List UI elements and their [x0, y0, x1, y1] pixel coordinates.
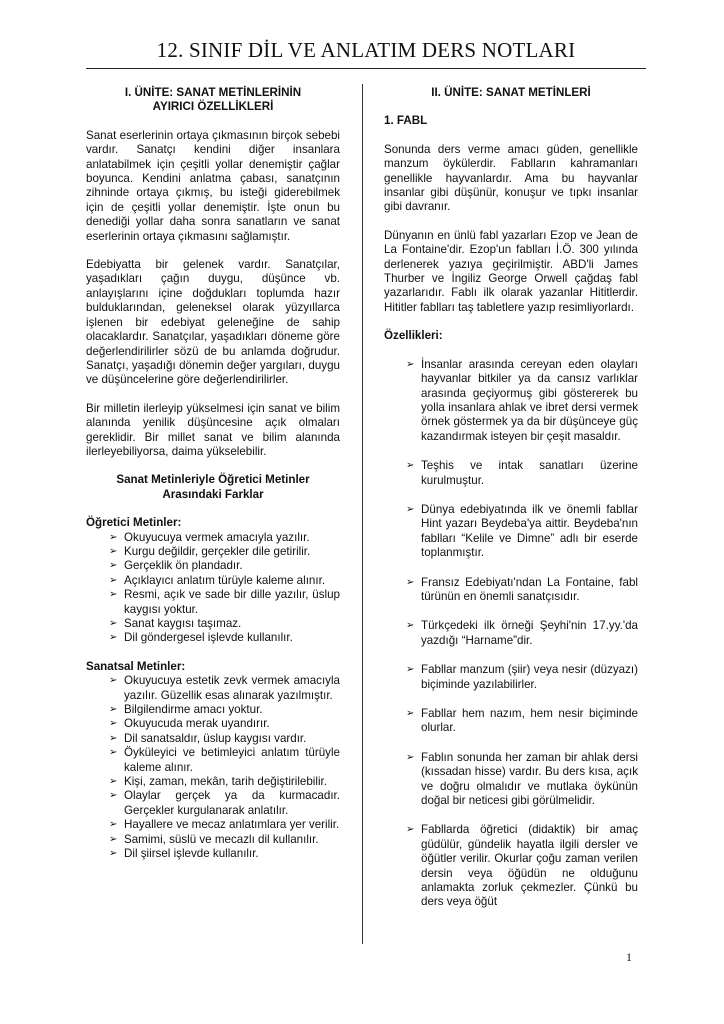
- right-column: [384, 86, 638, 910]
- arrow-bullet-icon: ➢: [109, 790, 118, 802]
- arrow-bullet-icon: ➢: [406, 576, 415, 588]
- unit-1-title: I. ÜNİTE: SANAT METİNLERİNİN AYIRICI ÖZELLİKLERİ: [124, 86, 302, 114]
- arrow-bullet-icon: ➢: [109, 531, 118, 543]
- arrow-bullet-icon: ➢: [109, 819, 118, 831]
- list-item: ➢ Dil göndergesel işlevde kullanılır.: [109, 631, 293, 645]
- features-heading: Özellikleri:: [384, 329, 443, 343]
- artistic-heading: Sanatsal Metinler:: [86, 659, 186, 673]
- page-number: 1: [626, 950, 632, 964]
- list-item: ➢ Okuyucuya estetik zevk vermek amacıyla yazılır. Güzellik esas alınarak yazılmıştır.: [109, 674, 340, 702]
- arrow-bullet-icon: ➢: [109, 574, 118, 586]
- right-paragraph-2: Dünyanın en ünlü fabl yazarları Ezop ve Jean de La Fontaine'dir. Ezop'un fablları İ.Ö. 300 yılında derlenerek yazıya geçirilmiştir. ABD'li James Thurber ve İngiliz George Orwell çağdaş fabl yazarlarıdır. Fablı ilk olarak yazanlar Hititlerdir. Hititler fablları taş tabletlere yazıp resimliyorlardı.: [384, 228, 638, 314]
- didactic-heading: Öğretici Metinler:: [86, 516, 182, 530]
- arrow-bullet-icon: ➢: [406, 664, 415, 676]
- list-item: ➢ Samimi, süslü ve mecazlı dil kullanılır.: [109, 832, 319, 846]
- list-item: ➢ Dil şiirsel işlevde kullanılır.: [109, 847, 259, 861]
- unit-2-title: II. ÜNİTE: SANAT METİNLERİ: [431, 86, 591, 99]
- list-item: ➢ Öyküleyici ve betimleyici anlatım türüyle kaleme alınır.: [109, 746, 340, 774]
- list-item: ➢ Teşhis ve intak sanatları üzerine kurulmuştur.: [406, 459, 638, 487]
- list-item: ➢ Fablın sonunda her zaman bir ahlak dersi (kıssadan hisse) vardır. Bu ders kısa, açık ve doğru olmalıdır ve mutlaka öykünün doğal bir neticesi gibi görülmelidir.: [406, 750, 638, 808]
- list-item: ➢ Dil sanatsaldır, üslup kaygısı vardır.: [109, 731, 307, 745]
- arrow-bullet-icon: ➢: [109, 833, 118, 845]
- list-item: ➢ Kurgu değildir, gerçekler dile getirilir.: [109, 544, 311, 558]
- list-item: ➢ Gerçeklik ön plandadır.: [109, 559, 243, 573]
- list-item: ➢ Fabllar hem nazım, hem nesir biçiminde olurlar.: [406, 707, 638, 735]
- arrow-bullet-icon: ➢: [109, 732, 118, 744]
- arrow-bullet-icon: ➢: [109, 632, 118, 644]
- list-item: ➢ İnsanlar arasında cereyan eden olayları hayvanlar bitkiler ya da cansız varlıklar arasında geçiyormuş gibi göstererek bu yolla insanlara ahlak ve ibret dersi vermek örnek göstermek ya da bir düşünceye güç kazandırmak isteyen bir çeşit masaldır.: [406, 357, 638, 443]
- arrow-bullet-icon: ➢: [406, 503, 415, 515]
- left-paragraph-3: Bir milletin ilerleyip yükselmesi için sanat ve bilim alanında yenilik düşüncesine açık olmaları gereklidir. Bir millet sanat ve bilim alanında ilerleyebiliyorsa, daima yükselebilir.: [86, 401, 340, 458]
- right-paragraph-1: Sonunda ders verme amacı güden, genellikle manzum öykülerdir. Fablların kahramanları genellikle hayvanlardır. Ama bu hayvanlar insanlar gibi düşünür, konuşur ve tıpkı insanlar gibi davranır.: [384, 142, 638, 214]
- arrow-bullet-icon: ➢: [406, 751, 415, 763]
- left-paragraph-1: Sanat eserlerinin ortaya çıkmasının birçok sebebi vardır. Sanatçı kendini diğer insanlara anlatabilmek için çeşitli yollar denemiştir çağlar boyunca. Kendini anlatma çabası, sanatçının zihninde ortaya çıkmış, bu isteği giderebilmek için de çeşitli yollar denemiştir. İşte onun bu denediği yollar daha sonra sanatların ve sanat eserlerinin ortaya çıkmasını sağlamıştır.: [86, 128, 340, 243]
- list-item: ➢ Okuyucuya vermek amacıyla yazılır.: [109, 530, 310, 544]
- features-list: [384, 358, 638, 910]
- arrow-bullet-icon: ➢: [406, 620, 415, 632]
- list-item: ➢ Açıklayıcı anlatım türüyle kaleme alınır.: [109, 573, 326, 587]
- arrow-bullet-icon: ➢: [109, 560, 118, 572]
- arrow-bullet-icon: ➢: [406, 358, 415, 370]
- list-item: ➢ Türkçedeki ilk örneği Şeyhi'nin 17.yy.'da yazdığı “Harname”dir.: [406, 619, 638, 647]
- arrow-bullet-icon: ➢: [109, 718, 118, 730]
- left-column: [86, 86, 340, 862]
- list-item: ➢ Resmi, açık ve sade bir dille yazılır, üslup kaygısı yoktur.: [109, 588, 340, 616]
- page-header-title: 12. SINIF DİL VE ANLATIM DERS NOTLARI: [156, 38, 576, 62]
- arrow-bullet-icon: ➢: [406, 708, 415, 719]
- arrow-bullet-icon: ➢: [109, 675, 118, 687]
- arrow-bullet-icon: ➢: [109, 545, 118, 557]
- arrow-bullet-icon: ➢: [406, 824, 415, 836]
- didactic-list: [86, 531, 340, 646]
- arrow-bullet-icon: ➢: [109, 747, 118, 759]
- list-item: ➢ Dünya edebiyatında ilk ve önemli fabllar Hint yazarı Beydeba'ya aittir. Beydeba'nın fablları “Kelile ve Dimne” adlı bir eserde toplanmıştır.: [406, 502, 638, 560]
- list-item: ➢ Okuyucuda merak uyandırır.: [109, 717, 270, 731]
- left-paragraph-2: Edebiyatta bir gelenek vardır. Sanatçılar, yaşadıkları çağın duygu, düşünce vb. anlayışlarını içine doğdukları toplumda hazır bulduklarından, geleneksel olarak yüzyıllarca işlenen bir edebiyat geleneğine de sahip olacaklardır. Sanatçılar, yaşadıkları döneme göre değerlendirilirler sözü de bu anlamda doğrudur. Sanatçı, yaşadığı dönemin değer yargıları, duygu ve düşüncelerine göre değerlendirilirler.: [86, 258, 340, 387]
- arrow-bullet-icon: ➢: [406, 460, 415, 472]
- section-title-fabl: 1. FABL: [384, 114, 428, 128]
- arrow-bullet-icon: ➢: [109, 589, 118, 601]
- column-divider: [362, 84, 363, 944]
- list-item: ➢ Bilgilendirme amacı yoktur.: [109, 703, 263, 717]
- list-item: ➢ Fransız Edebiyatı'ndan La Fontaine, fabl türünün en önemli sanatçısıdır.: [406, 575, 638, 603]
- comparison-title: Sanat Metinleriyle Öğretici Metinler Arasındaki Farklar: [116, 473, 310, 501]
- list-item: ➢ Sanat kaygısı taşımaz.: [109, 617, 242, 630]
- artistic-list: [86, 674, 340, 861]
- list-item: ➢ Fabllarda öğretici (didaktik) bir amaç güdülür, gündelik hayatla ilgili dersler ve öğütler verilir. Okurlar çoğu zaman verilen dersin veya öğüdün ne olduğunu anlamakta zorluk çekmezler. Çünkü bu ders veya öğüt: [406, 823, 638, 909]
- arrow-bullet-icon: ➢: [109, 848, 118, 860]
- arrow-bullet-icon: ➢: [109, 776, 118, 788]
- list-item: ➢ Olaylar gerçek ya da kurmacadır. Gerçekler kurgulanarak anlatılır.: [109, 789, 340, 817]
- arrow-bullet-icon: ➢: [109, 704, 118, 716]
- list-item: ➢ Kişi, zaman, mekân, tarih değiştirilebilir.: [109, 775, 327, 789]
- list-item: ➢ Hayallere ve mecaz anlatımlara yer verilir.: [109, 818, 340, 832]
- list-item: ➢ Fabllar manzum (şiir) veya nesir (düzyazı) biçiminde yazılabilirler.: [406, 663, 638, 691]
- arrow-bullet-icon: ➢: [109, 618, 118, 629]
- header-rule: [86, 68, 646, 69]
